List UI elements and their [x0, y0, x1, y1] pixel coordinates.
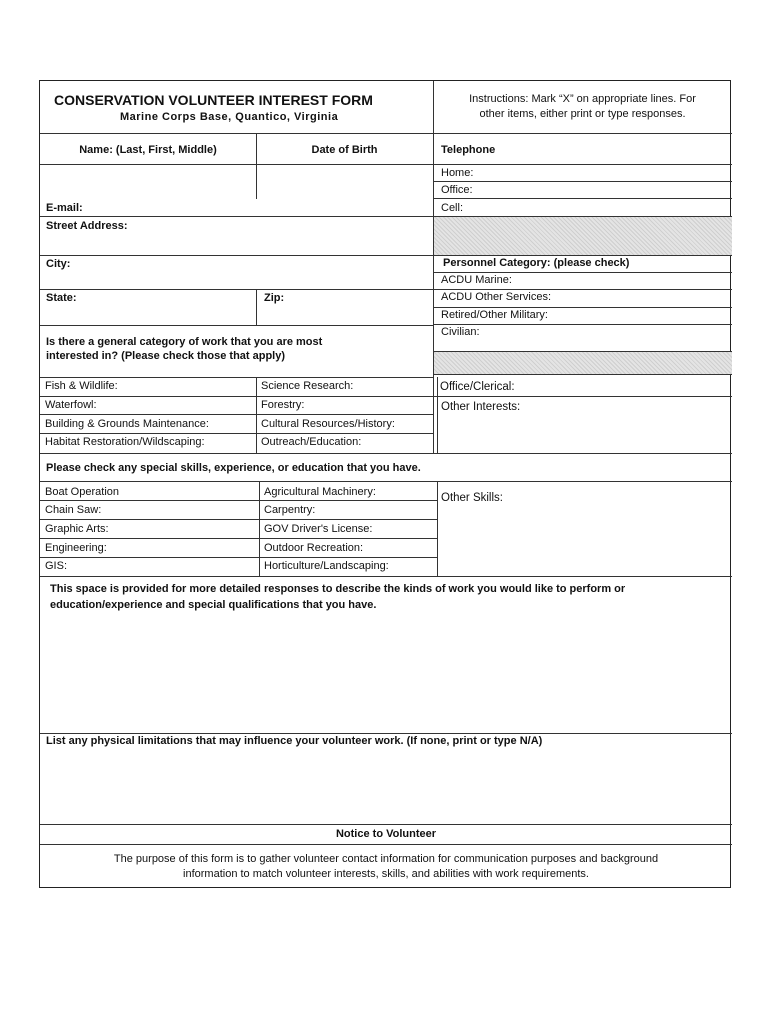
- state-field[interactable]: State:: [46, 292, 77, 304]
- personnel-option-acdu-marine[interactable]: ACDU Marine:: [441, 274, 512, 286]
- form-title: CONSERVATION VOLUNTEER INTEREST FORM: [54, 92, 373, 108]
- notice-title: Notice to Volunteer: [335, 828, 437, 840]
- shaded-block: [434, 217, 732, 255]
- rule: [40, 255, 732, 256]
- skill-option-gov-drivers-license[interactable]: GOV Driver's License:: [264, 523, 373, 535]
- name-field[interactable]: [41, 165, 255, 198]
- rule: [437, 377, 438, 453]
- rule: [40, 481, 732, 482]
- rule: [433, 324, 732, 325]
- zip-field[interactable]: Zip:: [264, 292, 285, 304]
- personnel-option-acdu-other[interactable]: ACDU Other Services:: [441, 291, 552, 303]
- limitations-response-area[interactable]: [41, 751, 731, 823]
- rule: [40, 289, 732, 290]
- rule: [433, 272, 732, 273]
- street-address-field[interactable]: Street Address:: [46, 220, 128, 232]
- rule: [40, 414, 433, 415]
- cell-phone-field[interactable]: Cell:: [441, 202, 464, 214]
- work-option-waterfowl[interactable]: Waterfowl:: [45, 399, 97, 411]
- city-field[interactable]: City:: [46, 258, 71, 270]
- notice-line-2: information to match volunteer interests, skills, and abilities with work requirements.: [183, 868, 589, 880]
- rule: [433, 396, 732, 397]
- skill-option-carpentry[interactable]: Carpentry:: [264, 504, 316, 516]
- form-subtitle: Marine Corps Base, Quantico, Virginia: [120, 111, 339, 123]
- home-phone-field[interactable]: Home:: [441, 167, 474, 179]
- work-option-habitat-restoration[interactable]: Habitat Restoration/Wildscaping:: [45, 436, 205, 448]
- detail-prompt-line-2: education/experience and special qualifications that you have.: [50, 599, 377, 611]
- office-phone-field[interactable]: Office:: [441, 184, 473, 196]
- work-option-science-research[interactable]: Science Research:: [261, 380, 354, 392]
- limitations-prompt: List any physical limitations that may influence your volunteer work. (If none, print or type N/A): [46, 735, 543, 747]
- detail-response-area[interactable]: [41, 615, 731, 732]
- rule: [40, 844, 732, 845]
- rule: [40, 433, 433, 434]
- rule: [433, 307, 732, 308]
- skill-option-outdoor-recreation[interactable]: Outdoor Recreation:: [264, 542, 364, 554]
- rule: [40, 453, 732, 454]
- instructions-line-2: other items, either print or type responses.: [479, 108, 686, 120]
- skills-heading: Please check any special skills, experience, or education that you have.: [46, 462, 421, 474]
- rule: [433, 374, 732, 375]
- work-option-building-grounds[interactable]: Building & Grounds Maintenance:: [45, 418, 209, 430]
- rule: [40, 576, 732, 577]
- notice-line-1: The purpose of this form is to gather volunteer contact information for communication purposes and background: [113, 853, 659, 865]
- rule: [433, 181, 732, 182]
- work-option-cultural-resources[interactable]: Cultural Resources/History:: [261, 418, 395, 430]
- work-option-forestry[interactable]: Forestry:: [261, 399, 305, 411]
- other-interests-field[interactable]: Other Interests:: [441, 401, 521, 413]
- instructions-line-1: Instructions: Mark “X” on appropriate lines. For: [469, 93, 696, 105]
- shaded-block: [434, 352, 732, 374]
- skill-option-agricultural-machinery[interactable]: Agricultural Machinery:: [264, 486, 376, 498]
- dob-field[interactable]: [257, 165, 432, 198]
- telephone-label: Telephone: [441, 144, 496, 156]
- skill-option-boat-operation[interactable]: Boat Operation: [45, 486, 119, 498]
- rule: [40, 733, 732, 734]
- dob-label: Date of Birth: [311, 144, 378, 156]
- work-question-line-2: interested in? (Please check those that apply): [46, 350, 286, 362]
- work-option-fish-wildlife[interactable]: Fish & Wildlife:: [45, 380, 118, 392]
- skill-option-horticulture[interactable]: Horticulture/Landscaping:: [264, 560, 389, 572]
- rule: [40, 133, 732, 134]
- personnel-option-civilian[interactable]: Civilian:: [441, 326, 480, 338]
- rule: [40, 500, 437, 501]
- skill-option-graphic-arts[interactable]: Graphic Arts:: [45, 523, 109, 535]
- work-option-office-clerical[interactable]: Office/Clerical:: [440, 381, 515, 393]
- skill-option-gis[interactable]: GIS:: [45, 560, 68, 572]
- rule: [40, 557, 437, 558]
- rule: [40, 377, 433, 378]
- personnel-option-retired[interactable]: Retired/Other Military:: [441, 309, 548, 321]
- email-field[interactable]: E-mail:: [46, 202, 83, 214]
- skill-option-engineering[interactable]: Engineering:: [45, 542, 107, 554]
- skill-option-chain-saw[interactable]: Chain Saw:: [45, 504, 102, 516]
- rule: [259, 481, 260, 576]
- name-label: Name: (Last, First, Middle): [79, 144, 217, 156]
- rule: [40, 824, 732, 825]
- rule: [40, 396, 433, 397]
- personnel-category-label: Personnel Category: (please check): [443, 257, 630, 269]
- work-option-outreach-education[interactable]: Outreach/Education:: [261, 436, 362, 448]
- work-question-line-1: Is there a general category of work that you are most: [46, 336, 323, 348]
- volunteer-form: [39, 80, 731, 888]
- rule: [433, 198, 732, 199]
- rule: [437, 481, 438, 576]
- rule: [40, 325, 433, 326]
- rule: [40, 519, 437, 520]
- other-skills-field[interactable]: Other Skills:: [441, 492, 503, 504]
- rule: [256, 289, 257, 325]
- rule: [40, 538, 437, 539]
- rule: [256, 377, 257, 453]
- detail-prompt-line-1: This space is provided for more detailed responses to describe the kinds of work you would like to perform or: [50, 583, 626, 595]
